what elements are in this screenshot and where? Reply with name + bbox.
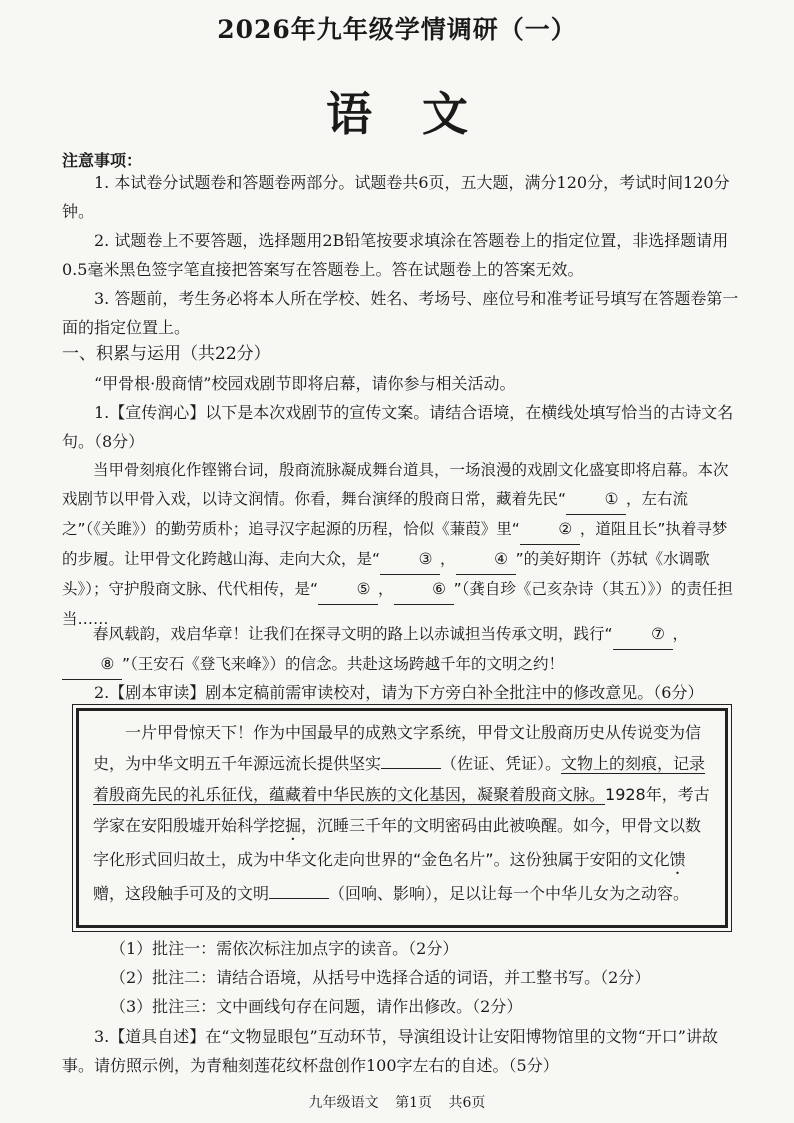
question-1-passage — [62, 456, 742, 634]
section-intro: “甲骨根·殷商情”校园戏剧节即将启幕，请你参与相关活动。 — [94, 374, 516, 393]
passage-text: 春风载韵，戏启华章！让我们在探寻文明的路上以赤诚担当传承文明，践行“ — [93, 625, 613, 643]
script-narration-box — [76, 708, 728, 928]
narration-part: 1928年，考古学家在安阳殷墟开始科学挖 — [93, 785, 710, 835]
passage-text: 当甲骨刻痕化作铿锵台词，殷商流脉凝成舞台道具，一场浪漫的戏剧文化盛宴即将启幕。本次戏剧节以甲骨入戏，以诗文润情。你看，舞台演绎的殷商日常，藏着先民“ — [62, 461, 729, 508]
question-3-label: 3.【道具自述】在“文物显眼包”互动环节，导演组设计让安阳博物馆里的文物“开口”讲故事。请仿照示例，为青釉刻莲花纹杯盘创作100字左右的自述。（5分） — [62, 1027, 718, 1075]
blank-2: ② — [520, 515, 580, 545]
passage-text: ”的美好期许（苏轼《水调歌头》）；守护殷商文脉、代代相传，是“ — [62, 550, 710, 598]
blank-3: ③ — [380, 545, 440, 575]
notice-item-1: 1. 本试卷分试题卷和答题卷两部分。试题卷共6页，五大题，满分120分，考试时间120分钟。 — [62, 173, 730, 221]
blank-1: ① — [566, 485, 626, 515]
footer-total: 共6页 — [448, 1095, 486, 1111]
exam-title: 2026年九年级学情调研（一） — [217, 15, 577, 44]
narration-blank-1 — [381, 768, 441, 769]
blank-7: ⑦ — [613, 620, 673, 650]
footer-page: 第1页 — [395, 1095, 432, 1111]
narration-text — [93, 717, 711, 909]
footer-subject: 九年级语文 — [308, 1095, 379, 1111]
blank-8: ⑧ — [62, 650, 122, 680]
question-2-sub-3: （3）批注三：文中画线句存在问题，请作出修改。（2分） — [110, 997, 523, 1016]
question-2-label: 2.【剧本审读】剧本定稿前需审读校对，请为下方旁白补全批注中的修改意见。（6分） — [94, 683, 704, 702]
passage-text: ， — [440, 550, 456, 568]
passage-text: ，道阻且长”执着寻梦的步履。让甲骨文化跨越山海、走向大众，是“ — [62, 520, 728, 568]
dotted-char-1: 掘 — [285, 816, 302, 835]
question-2-sub-1: （1）批注一：需依次标注加点字的读音。（2分） — [110, 939, 459, 958]
narration-blank-2 — [269, 898, 329, 899]
notice-item-2: 2. 试题卷上不要答题，选择题用2B铅笔按要求填涂在答题卷上的指定位置，非选择题请用0.5毫米黑色签字笔直接把答案写在答题卷上。答在试题卷上的答案无效。 — [62, 231, 729, 279]
narration-part: （佐证、凭证）。 — [441, 754, 562, 773]
notice-item-3: 3. 答题前，考生务必将本人所在学校、姓名、考场号、座位号和准考证号填写在答题卷第一面的指定位置上。 — [62, 289, 739, 337]
passage-text: ， — [378, 580, 394, 598]
question-1-text: 1.【宣传润心】以下是本次戏剧节的宣传文案。请结合语境，在横线处填写恰当的古诗文名句。（8分） — [62, 403, 734, 451]
passage-text: ， — [672, 625, 689, 643]
page-footer — [0, 1092, 794, 1112]
underlined-sentence: 文物上的刻痕，记录着殷商先民的礼乐征伐，蕴藏着中华民族的文化基因，凝聚着殷商文脉。 — [93, 754, 706, 804]
notice-heading: 注意事项： — [62, 151, 143, 170]
dotted-char-2: 馈 — [669, 850, 686, 869]
blank-5: ⑤ — [318, 575, 378, 605]
passage-text: ”（王安石《登飞来峰》）的信念。共赴这场跨越千年的文明之约！ — [122, 655, 565, 673]
blank-6: ⑥ — [394, 575, 454, 605]
narration-part: （回响、影响），足以让每一个中华儿女为之动容。 — [329, 884, 690, 903]
section-heading: 一、积累与运用（共22分） — [62, 344, 271, 364]
subject-title: 语文 — [326, 87, 518, 141]
question-2-sub-2: （2）批注二：请结合语境，从括号中选择合适的词语，并工整书写。（2分） — [110, 968, 651, 987]
question-1-label — [62, 398, 742, 456]
narration-part: 赠，这段触手可及的文明 — [93, 884, 270, 903]
passage-text: ”（龚自珍《己亥杂诗（其五）》）的责任担当…… — [62, 580, 733, 628]
narration-part: ，沉睡三千年的文明密码由此被唤醒。如今，甲骨文以数字化形式回归故土，成为中华文化走向世界的“金色名片”。这份独属于安阳的文化 — [93, 816, 702, 869]
narration-part: 一片甲骨惊天下！作为中国最早的成熟文字系统，甲骨文让殷商历史从传说变为信史，为中华文明五千年源远流长提供坚实 — [93, 723, 702, 773]
blank-4: ④ — [456, 545, 516, 575]
question-1-passage-2 — [62, 620, 742, 680]
passage-text: ，左右流之”（《关雎》）的勤劳质朴；追寻汉字起源的历程，恰似《蒹葭》里“ — [62, 490, 689, 538]
